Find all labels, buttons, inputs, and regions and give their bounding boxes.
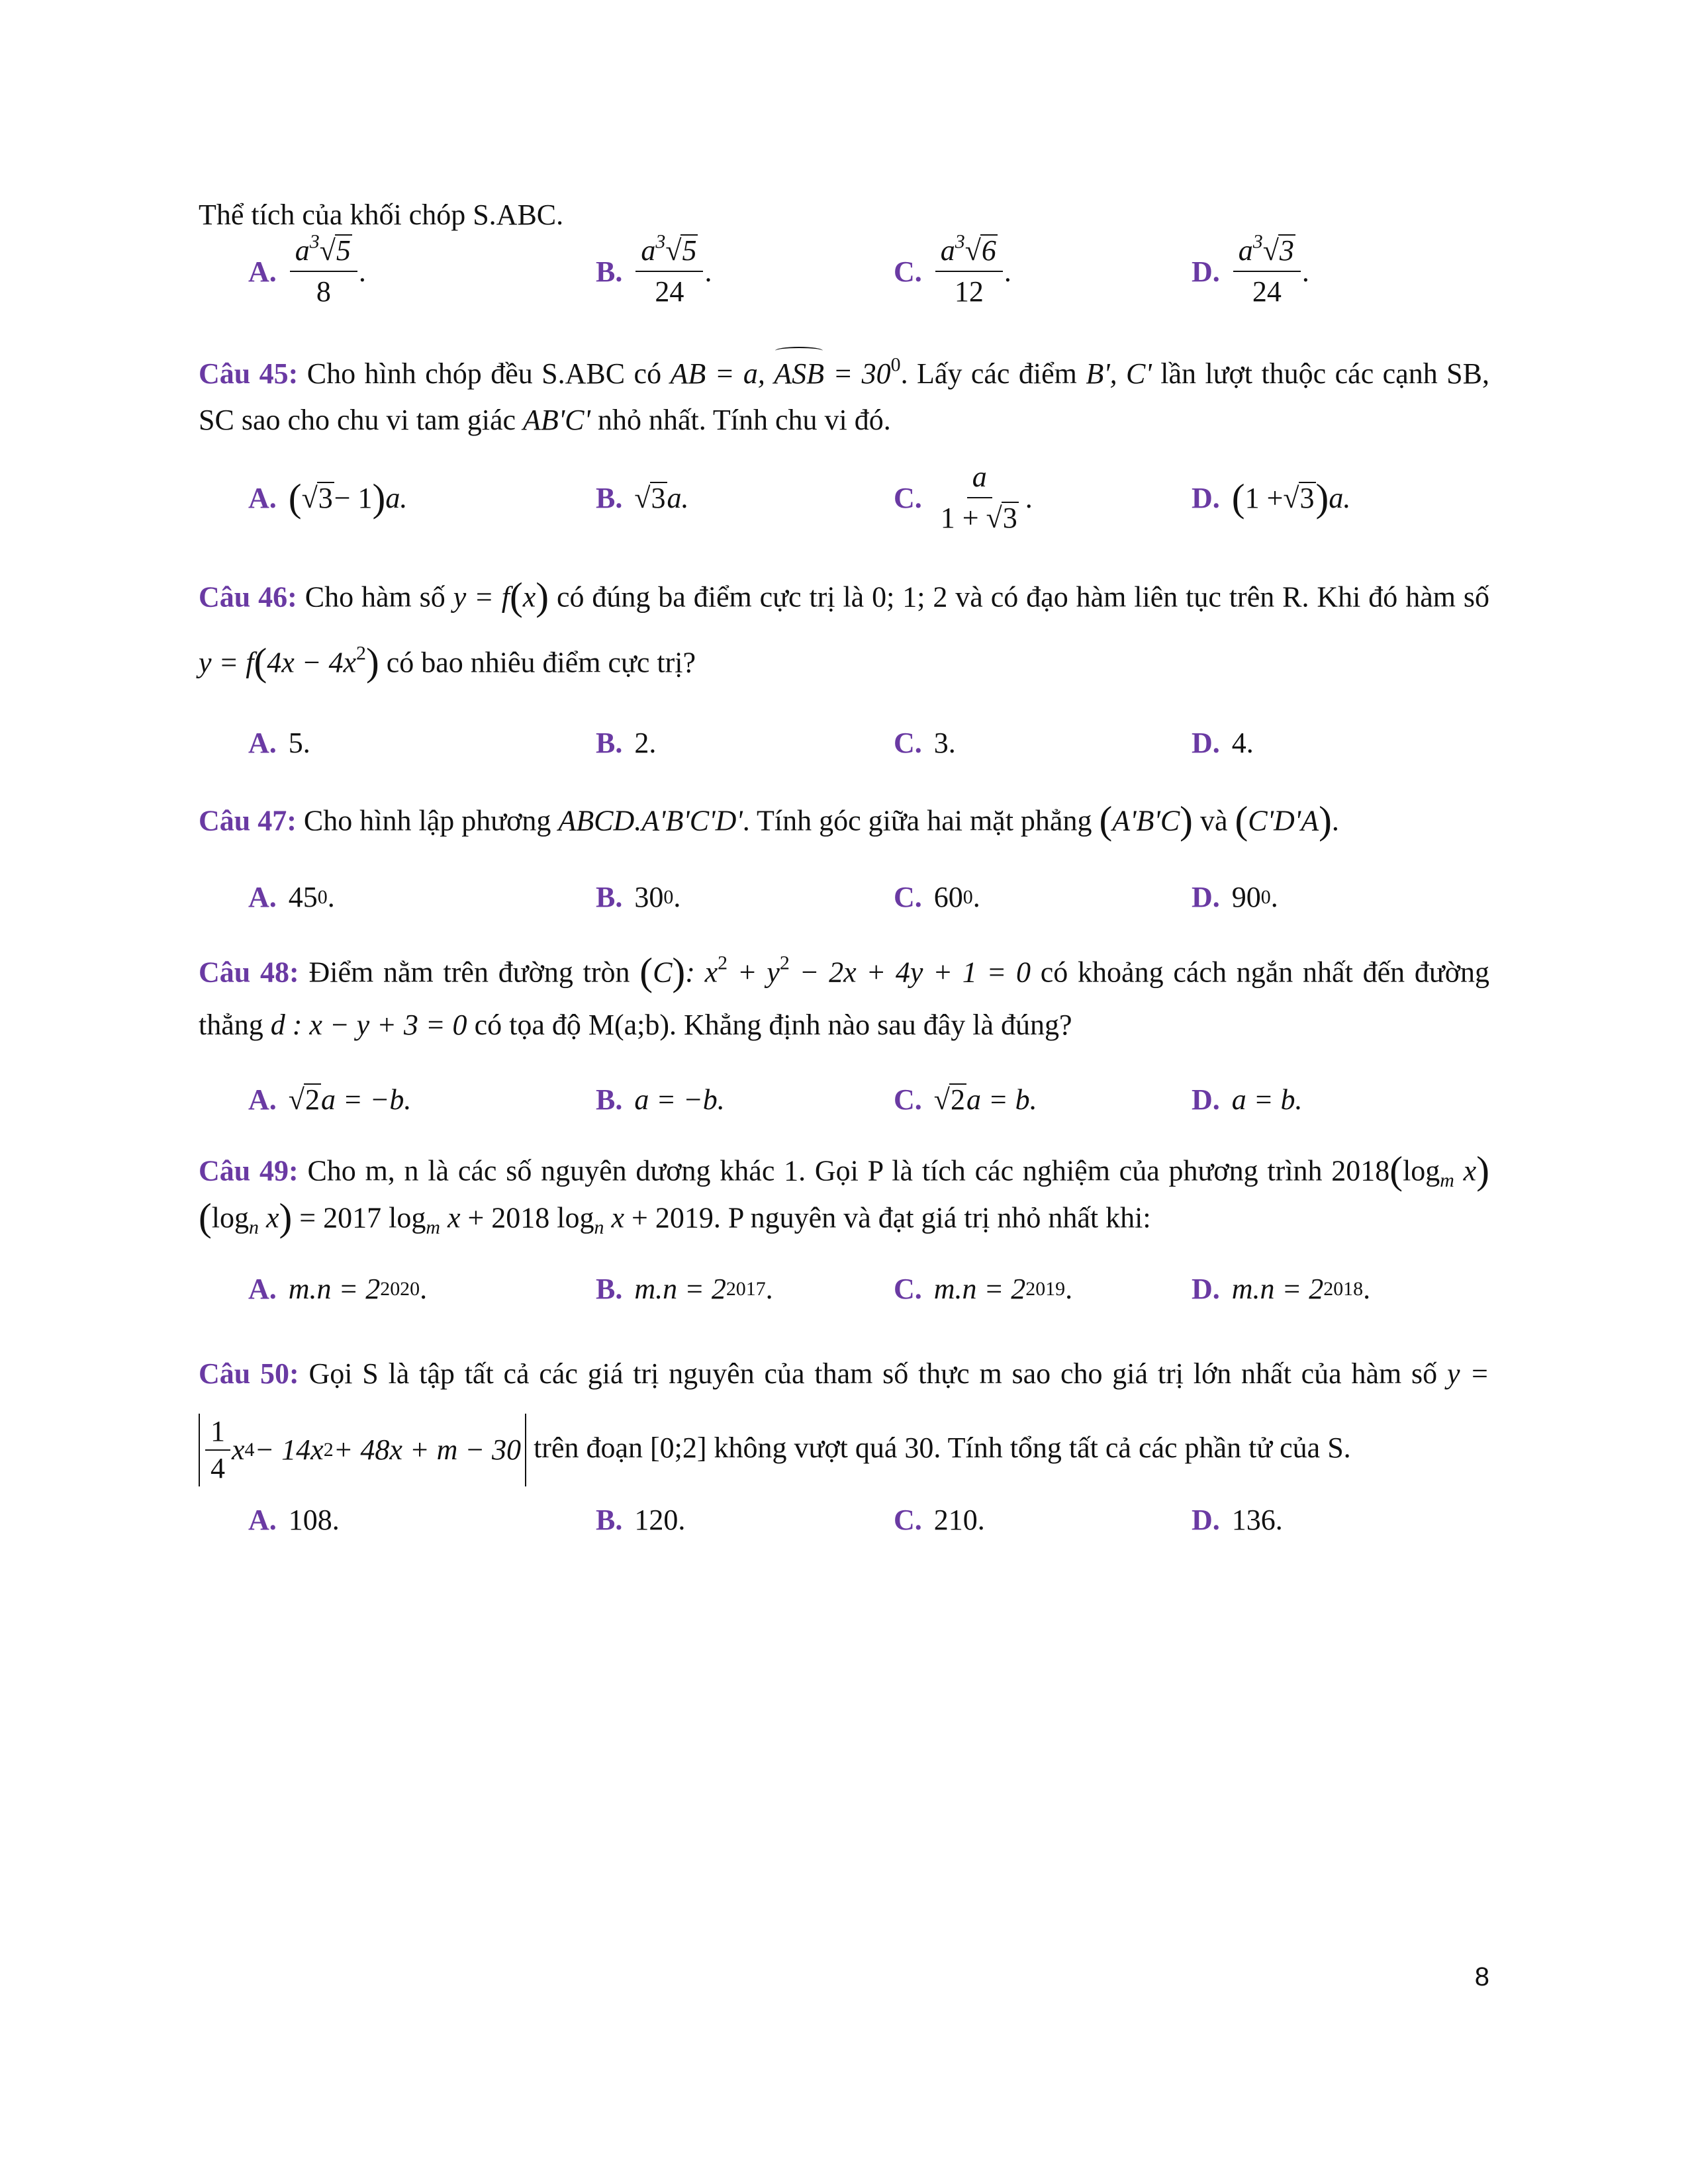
exam-page xyxy=(199,192,1489,1553)
q49-choice-b[interactable]: B. m.n = 2 2017 . xyxy=(596,1273,773,1305)
q49-choice-c[interactable]: C. m.n = 2 2019 . xyxy=(894,1273,1073,1305)
question-47: Câu 47: Cho hình lập phương ABCD.A'B'C'D'. Tính góc giữa hai mặt phẳng (A'B'C) và (C'D'A). xyxy=(199,797,1339,842)
q45-choice-d[interactable]: D. ( 1 + √ 3 ) a. xyxy=(1192,475,1351,520)
q48-choice-b[interactable]: B. a = −b. xyxy=(596,1083,725,1116)
question-45: Câu 45: Cho hình chóp đều S.ABC có AB = a, ASB = $30^0$. Lấy các điểm B', C' lần lượt thuộc các cạnh SB, SC sao cho chu vi tam giác AB'C' nhỏ nhất. Tính chu vi đó. xyxy=(199,351,1489,443)
question-label: Câu 45: xyxy=(199,357,299,390)
q48-choice-d[interactable]: D. a = b. xyxy=(1192,1083,1303,1116)
q45-choices xyxy=(199,458,1489,537)
q46-choices xyxy=(199,710,1489,776)
q44-choice-c[interactable]: C. $\frac{a^3√6}{12}$ . xyxy=(894,230,1011,308)
q44-choice-d[interactable]: D. $\frac{a^3√3}{24}$ . xyxy=(1192,230,1309,308)
question-49: Câu 49: Cho m, n là các số nguyên dương khác 1. Gọi P là tích các nghiệm của phương trình $2018(\log_m$ $x)(\log_n$ x) = 2017 $\log_m x + 2018$ $\log_n x + 2019$. P nguyên và đạt giá trị nhỏ nhất khi: xyxy=(199,1148,1489,1240)
page-number: 8 xyxy=(1474,1962,1489,1991)
q48-choice-a[interactable]: A. √ 2 a = −b. xyxy=(248,1083,412,1116)
q49-choice-d[interactable]: D. m.n = 2 2018 . xyxy=(1192,1273,1371,1305)
question-50: Câu 50: Gọi S là tập tất cả các giá trị nguyên của tham số thực m sao cho giá trị lớn nhất của hàm số y = $\frac{1}{4}$ x 4 − 14x 2 + 48x + m − 30 trên đoạn [0;2] không vượt quá 30. Tính tổng tất cả các phần tử của S. xyxy=(199,1337,1489,1487)
q48-choice-c[interactable]: C. √ 2 a = b. xyxy=(894,1083,1037,1116)
q46-choice-d[interactable]: D. 4. xyxy=(1192,727,1254,759)
absolute-value-expression: $\frac{1}{4}$ x 4 − 14x 2 + 48x + m − 30 xyxy=(199,1414,526,1486)
q45-choice-c[interactable]: C. $\frac{a}{1 + √3}$ . xyxy=(894,461,1033,534)
q45-choice-b[interactable]: B. √ 3 a. xyxy=(596,481,689,514)
q47-choice-b[interactable]: B. 30 0 . xyxy=(596,881,681,914)
q49-choices xyxy=(199,1256,1489,1322)
question-label: Câu 49: xyxy=(199,1154,299,1187)
question-label: Câu 50: xyxy=(199,1357,299,1390)
q46-choice-b[interactable]: B. 2. xyxy=(596,727,657,759)
q47-choice-d[interactable]: D. 90 0 . xyxy=(1192,881,1278,914)
q47-choices xyxy=(199,864,1489,931)
question-48: Câu 48: Điểm nằm trên đường tròn (C): $x^2 + y^2 - 2x + 4y + 1 = 0$ có khoảng cách ngắn nhất đến đường thẳng d : x − y + 3 = 0 có tọa độ M(a;b). Khẳng định nào sau đây là đúng? xyxy=(199,949,1489,1041)
q49-choice-a[interactable]: A. m.n = 2 2020 . xyxy=(248,1273,428,1305)
q48-choices xyxy=(199,1066,1489,1132)
q47-choice-c[interactable]: C. 60 0 . xyxy=(894,881,980,914)
q46-choice-a[interactable]: A. 5. xyxy=(248,727,310,759)
q50-choice-d[interactable]: D. 136. xyxy=(1192,1503,1283,1536)
q50-choice-b[interactable]: B. 120. xyxy=(596,1503,686,1536)
q46-choice-c[interactable]: C. 3. xyxy=(894,727,956,759)
q44-choice-a[interactable]: A. $\frac{a^3√5}{8}$ . xyxy=(248,230,366,308)
q50-choice-a[interactable]: A. 108. xyxy=(248,1503,340,1536)
question-label: Câu 48: xyxy=(199,956,299,988)
q50-choice-c[interactable]: C. 210. xyxy=(894,1503,985,1536)
q45-choice-a[interactable]: A. ( √ 3 − 1 ) a. xyxy=(248,475,408,520)
q44-choices xyxy=(199,230,1489,324)
q47-choice-a[interactable]: A. 45 0 . xyxy=(248,881,335,914)
q50-choices xyxy=(199,1486,1489,1553)
q44-choice-b[interactable]: B. $\frac{a^3√5}{24}$ . xyxy=(596,230,712,308)
question-label: Câu 47: xyxy=(199,803,297,837)
question-46: Câu 46: Cho hàm số y = f(x) có đúng ba điểm cực trị là 0; 1; 2 và có đạo hàm liên tục trên R. Khi đó hàm số $y = f(4x - 4x^2)$ có bao nhiêu điểm cực trị? xyxy=(199,574,1489,684)
intro-text: Thể tích của khối chóp S.ABC. xyxy=(199,199,564,231)
question-label: Câu 46: xyxy=(199,580,297,614)
